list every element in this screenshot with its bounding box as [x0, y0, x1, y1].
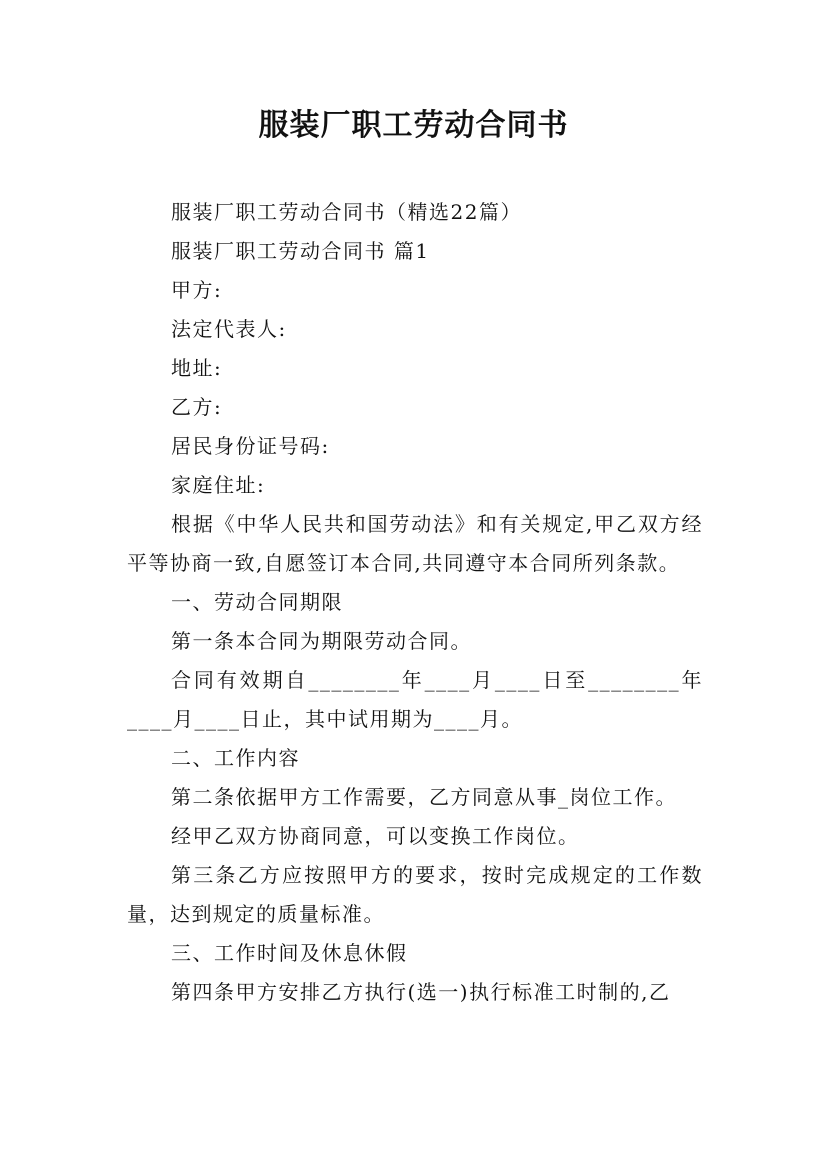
paragraph-address: 地址:	[171, 356, 223, 380]
heading-contract-term: 一、劳动合同期限	[171, 590, 343, 614]
paragraph-home-address: 家庭住址:	[171, 473, 266, 497]
heading-working-hours: 三、工作时间及休息休假	[171, 941, 408, 965]
paragraph-section-title: 服装厂职工劳动合同书 篇1	[171, 239, 430, 263]
document-title: 服装厂职工劳动合同书	[258, 108, 569, 143]
document-body	[127, 193, 703, 1012]
paragraph-party-a: 甲方:	[171, 278, 223, 302]
paragraph-job-change: 经甲乙双方协商同意，可以变换工作岗位。	[171, 824, 580, 848]
paragraph-article-4: 第四条甲方安排乙方执行(选一)执行标准工时制的,乙	[171, 980, 671, 1004]
paragraph-article-1: 第一条本合同为期限劳动合同。	[171, 629, 472, 653]
paragraph-id-number: 居民身份证号码:	[171, 434, 330, 458]
paragraph-party-b: 乙方:	[171, 395, 223, 419]
paragraph-preamble: 根据《中华人民共和国劳动法》和有关规定,甲乙双方经平等协商一致,自愿签订本合同,共同遵守本合同所列条款。	[127, 512, 703, 575]
paragraph-legal-representative: 法定代表人:	[171, 317, 287, 341]
paragraph-article-2: 第二条依据甲方工作需要，乙方同意从事_岗位工作。	[171, 785, 677, 809]
paragraph-subtitle: 服装厂职工劳动合同书（精选22篇）	[171, 200, 522, 224]
paragraph-article-3: 第三条乙方应按照甲方的要求，按时完成规定的工作数量，达到规定的质量标准。	[127, 863, 703, 926]
paragraph-validity-period: 合同有效期自________年____月____日至________年____月____日止，其中试用期为____月。	[127, 668, 703, 731]
heading-job-content: 二、工作内容	[171, 746, 300, 770]
